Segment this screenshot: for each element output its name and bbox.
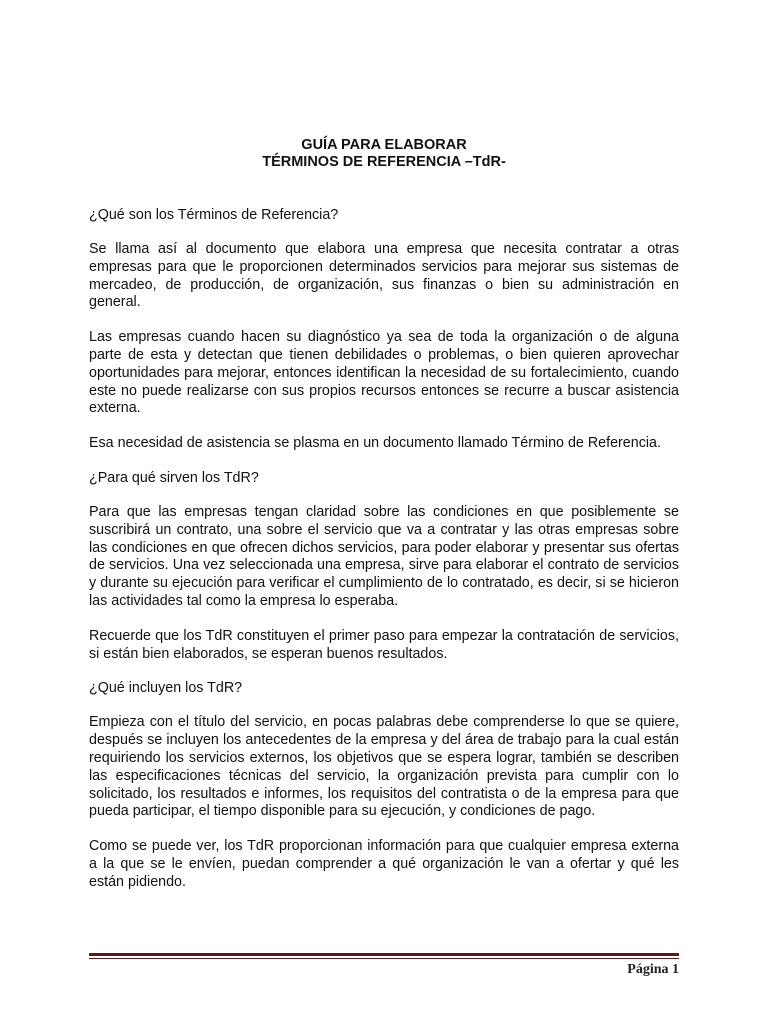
paragraph-contents: Empieza con el título del servicio, en pocas palabras debe comprenderse lo que se quiere, después se incluyen los antecedentes de la empresa y del área de trabajo para la cual están requiriendo los servicios externos, los objetivos que se espera lograr, también se describen las especificaciones técnicas del servicio, la organización prevista para cumplir con lo solicitado, los resultados e informes, los requisitos del contratista o de la empresa para que pueda participar, el tiempo disponible para su ejecución, y condiciones de pago.	[89, 714, 679, 820]
document-title-line-1: GUÍA PARA ELABORAR	[301, 137, 467, 153]
document-body	[89, 137, 679, 892]
paragraph-diagnosis: Las empresas cuando hacen su diagnóstico ya sea de toda la organización o de alguna parte de esta y detectan que tienen debilidades o problemas, o bien quieren aprovechar oportunidades para mejorar, entonces identifican la necesidad de su fortalecimiento, cuando este no puede realizarse con sus propios recursos entonces se recurre a buscar asistencia externa.	[89, 329, 679, 417]
question-what-for: ¿Para qué sirven los TdR?	[89, 469, 259, 486]
paragraph-definition: Se llama así al documento que elabora una empresa que necesita contratar a otras empresas para que le proporcionen determinados servicios para mejorar sus sistemas de mercadeo, de producción, de organización, sus finanzas o bien su administración en general.	[89, 241, 679, 311]
document-title-line-2: TÉRMINOS DE REFERENCIA –TdR-	[262, 154, 506, 170]
paragraph-need: Esa necesidad de asistencia se plasma en un documento llamado Término de Referencia.	[89, 435, 661, 452]
footer-rule-thick	[89, 953, 679, 956]
question-what-include: ¿Qué incluyen los TdR?	[89, 680, 243, 697]
paragraph-conclusion: Como se puede ver, los TdR proporcionan información para que cualquier empresa externa a la que se le envíen, puedan comprender a qué organización le van a ofertar y qué les están pidiendo.	[89, 838, 679, 890]
question-what-are-tdr: ¿Qué son los Términos de Referencia?	[89, 207, 339, 223]
paragraph-first-step: Recuerde que los TdR constituyen el primer paso para empezar la contratación de servicios, si están bien elaborados, se esperan buenos resultados.	[89, 627, 679, 662]
paragraph-purpose: Para que las empresas tengan claridad sobre las condiciones en que posiblemente se suscribirá un contrato, una sobre el servicio que va a contratar y las otras empresas sobre las condiciones en que ofrecen dichos servicios, para poder elaborar y presentar sus ofertas de servicios. Una vez seleccionada una empresa, sirve para elaborar el contrato de servicios y durante su ejecución para verificar el cumplimiento de lo contratado, es decir, si se hicieron las actividades tal como la empresa lo esperaba.	[89, 503, 679, 609]
page-number: Página 1	[627, 962, 679, 977]
footer-rule-thin	[89, 958, 679, 959]
